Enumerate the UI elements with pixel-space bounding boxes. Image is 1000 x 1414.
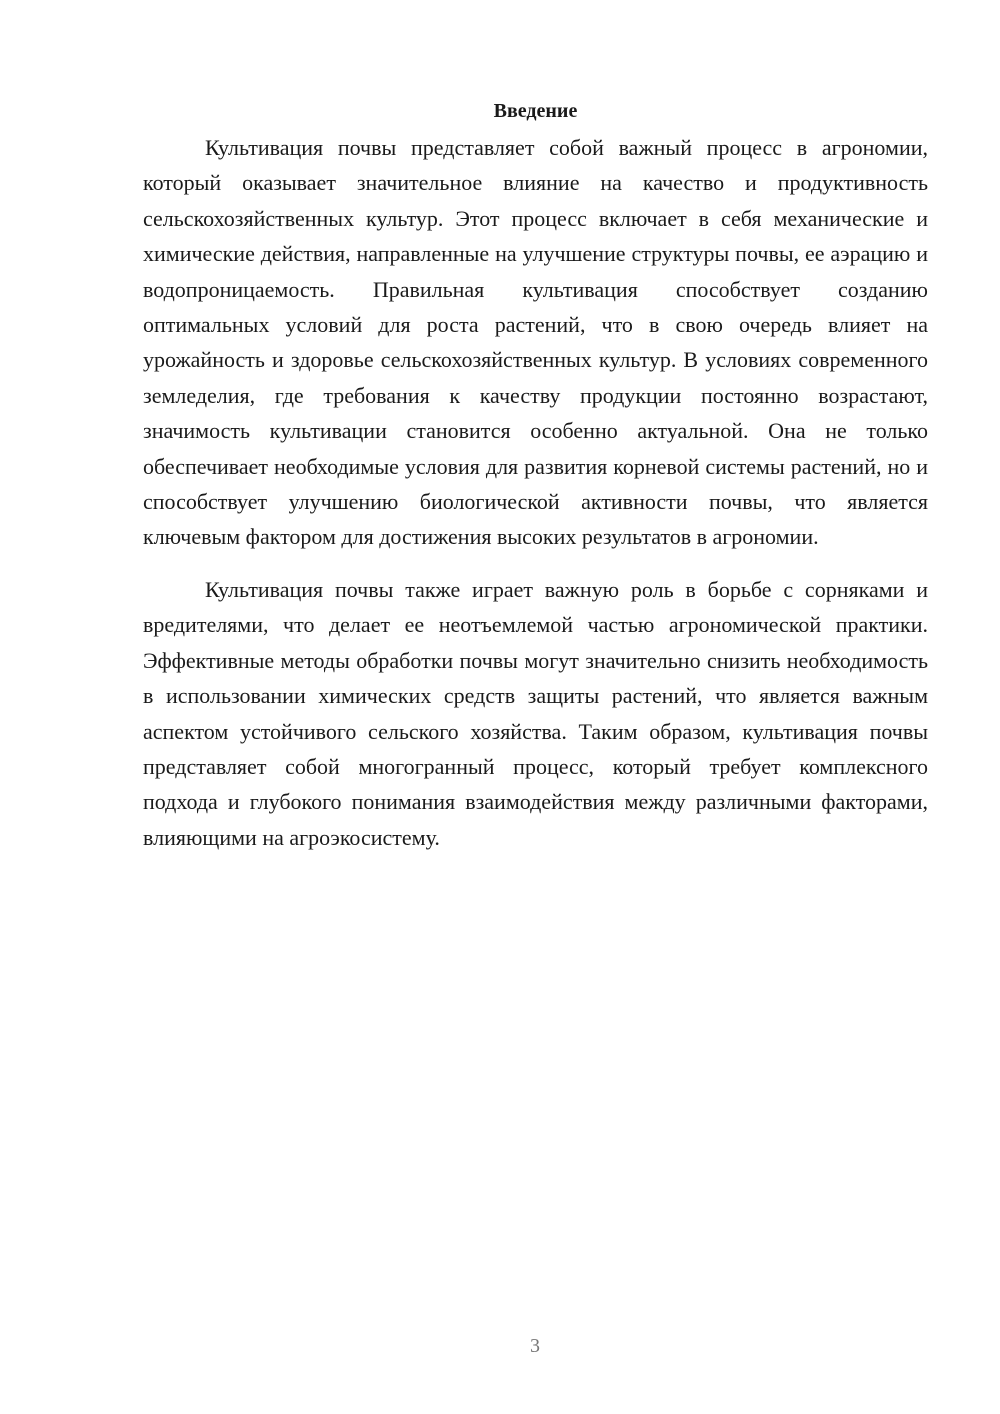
paragraph-1: Культивация почвы представляет собой важный процесс в агрономии, который оказывает значительное влияние на качество и продуктивность сельскохозяйственных культур. Этот процесс включает в себя механические и химические действия, направленные на улучшение структуры почвы, ее аэрацию и водопроницаемость. Правильная культивация способствует созданию оптимальных условий для роста растений, что в свою очередь влияет на урожайность и здоровье сельскохозяйственных культур. В условиях современного земледелия, где требования к качеству продукции постоянно возрастают, значимость культивации становится особенно актуальной. Она не только обеспечивает необходимые условия для развития корневой системы растений, но и способствует улучшению биологической активности почвы, что является ключевым фактором для достижения высоких результатов в агрономии. — [143, 135, 928, 550]
page-content — [143, 96, 928, 855]
section-heading: Введение — [493, 100, 578, 122]
paragraph-2: Культивация почвы также играет важную роль в борьбе с сорняками и вредителями, что делает ее неотъемлемой частью агрономической практики. Эффективные методы обработки почвы могут значительно снизить необходимость в использовании химических средств защиты растений, что является важным аспектом устойчивого сельского хозяйства. Таким образом, культивация почвы представляет собой многогранный процесс, который требует комплексного подхода и глубокого понимания взаимодействия между различными факторами, влияющими на агроэкосистему. — [143, 576, 928, 850]
page-number: 3 — [530, 1335, 540, 1357]
